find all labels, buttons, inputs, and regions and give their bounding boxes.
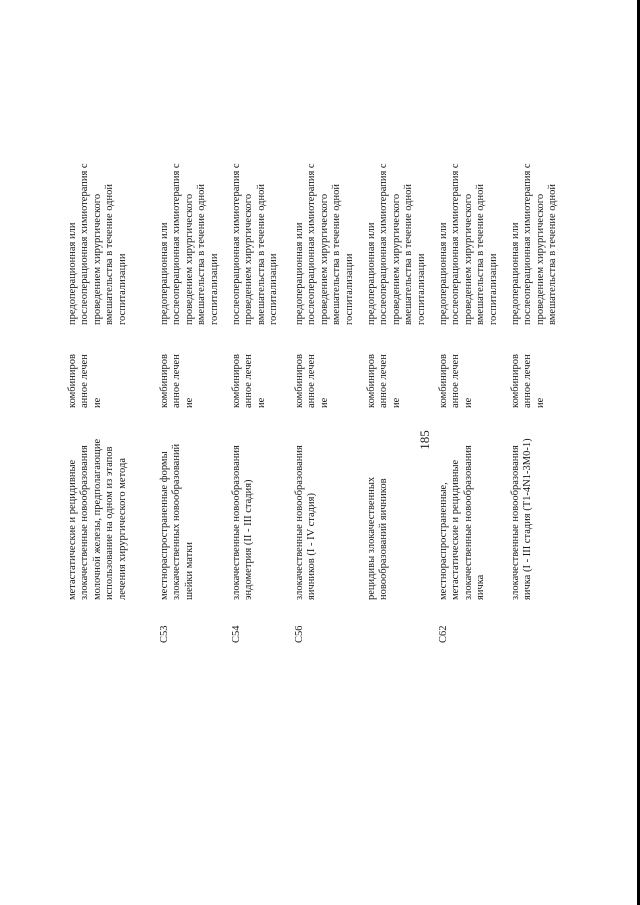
treatment-method-cell: послеоперационная химиотерапия с проведением хирургического вмешательства в течение одной госпитализации — [231, 163, 280, 325]
treatment-model-cell: комбинированное лечение — [366, 354, 402, 408]
treatment-model-cell: комбинированное лечение — [159, 354, 195, 408]
diagnosis-cell: местнораспространенные формы злокачественных новообразований шейки матки — [159, 443, 195, 600]
treatment-method-cell: предоперационная или послеоперационная химиотерапия с проведением хирургического вмешательства в течение одной — [510, 163, 559, 325]
diagnosis-cell: злокачественные новообразования яичка (I - III стадия (T1-4N1-3M0-1) — [510, 438, 534, 600]
treatment-model-cell: комбинированное лечение — [294, 354, 330, 408]
treatment-method-cell: предоперационная или послеоперационная химиотерапия с проведением хирургического вмешательства в течение одной госпитализации — [159, 163, 220, 325]
icd-code: C56 — [294, 625, 305, 643]
diagnosis-cell: местнораспространенные, метастатические и рецидивные злокачественные новообразования яичка — [438, 445, 487, 600]
treatment-method-cell: предоперационная или послеоперационная химиотерапия с проведением хирургического вмешательства в течение одной госпитализации — [366, 163, 427, 325]
diagnosis-cell: злокачественные новообразования яичников (I - IV стадия) — [294, 445, 318, 600]
treatment-method-cell: предоперационная или послеоперационная химиотерапия с проведением хирургического вмешательства в течение одной госпитализации — [438, 163, 499, 325]
treatment-method-cell: предоперационная или послеоперационная химиотерапия с проведением хирургического вмешательства в течение одной госпитализации — [67, 163, 128, 325]
treatment-model-cell: комбинированное лечение — [67, 354, 103, 408]
icd-code: C54 — [231, 625, 242, 643]
treatment-model-cell: комбинированное лечение — [231, 354, 267, 408]
diagnosis-cell: метастатические и рецидивные злокачественные новообразования молочной железы, предполагающие использование на одном из этапов лечения хирургического метода — [67, 438, 128, 600]
icd-code: C62 — [438, 625, 449, 643]
diagnosis-cell: рецидивы злокачественных новообразований яичников — [366, 476, 390, 600]
treatment-model-cell: комбинированное лечение — [438, 354, 474, 408]
diagnosis-cell: злокачественные новообразования эндометрия (II - III стадия) — [231, 445, 255, 600]
page-number: 185 — [417, 430, 432, 450]
icd-code: C53 — [159, 625, 170, 643]
treatment-model-cell: комбинированное лечение — [510, 354, 546, 408]
treatment-method-cell: предоперационная или послеоперационная химиотерапия с проведением хирургического вмешательства в течение одной госпитализации — [294, 163, 355, 325]
